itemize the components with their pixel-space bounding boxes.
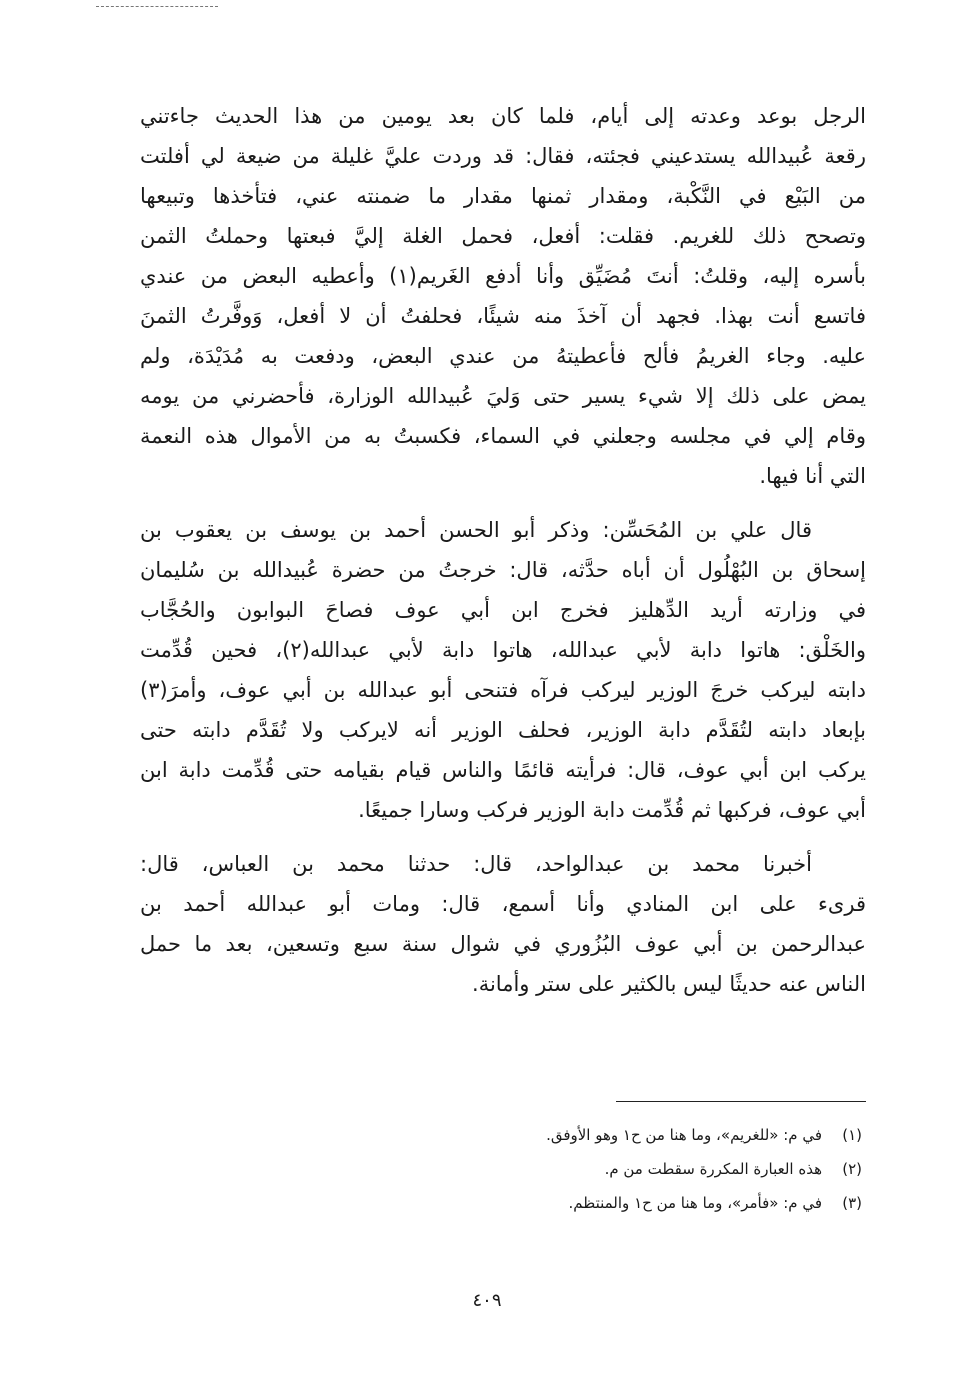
footnote-number: (٢) <box>842 1160 862 1178</box>
text-line: عليه. وجاء الغريمُ فألح فأعطيتهُ من عندي البعض، ودفعت به مُدَيْدَة، ولم <box>140 344 866 368</box>
text-line: في وزارته أريد الدِّهليز فخرج ابن أبي عوف فصاحَ البوابون والحُجَّاب <box>140 598 866 622</box>
footnote-separator <box>616 1101 866 1102</box>
text-line: قال علي بن المُحَسِّن: وذكر أبو الحسن أحمد بن يوسف بن يعقوب بن <box>140 518 812 542</box>
text-line: فاتسع أنت بهذا. فجهد أن آخذَ منه شيئًا، فحلفتُ أن لا أفعل، وَوفَّرتُ الثمنَ <box>140 304 866 328</box>
paragraph-2 <box>140 510 866 830</box>
footnote-text: هذه العبارة المكررة سقطت من م. <box>604 1160 822 1178</box>
footnote-2 <box>422 1152 862 1186</box>
footnote-number: (١) <box>842 1126 862 1144</box>
paragraph-3 <box>140 844 866 1004</box>
text-line: دابته ليركب خرجَ الوزير ليركب فرآه فتنحى أبو عبدالله بن أبي عوف، وأمرَ(٣) <box>140 678 866 702</box>
text-line: رقعة عُبيدالله يستدعيني فجئته، فقال: قد وردت عليَّ غليلة من ضيعة لي أفلتت <box>140 144 866 168</box>
footnote-text: في م: «فأمر»، وما هنا من ح١ والمنتظم. <box>568 1194 822 1212</box>
page-number: ٤٠٩ <box>472 1290 502 1311</box>
text-line: يمض على ذلك إلا شيء يسير حتى وَليَ عُبيدالله الوزارة، فأحضرني من يومه <box>140 384 866 408</box>
top-edge-rule <box>96 6 218 7</box>
text-line: قرىء على ابن المنادي وأنا أسمع، قال: ومات أبو عبدالله أحمد بن <box>140 892 866 916</box>
text-line: أبي عوف، فركبها ثم قُدِّمت دابة الوزير فركب وسارا جميعًا. <box>358 798 866 822</box>
text-line: وتصحح ذلك للغريم. فقلت: أفعل، فحمل الغلة إليَّ فبعتها وحملتُ الثمن <box>140 224 866 248</box>
footnote-1 <box>422 1118 862 1152</box>
text-line: أخبرنا محمد بن عبدالواحد، قال: حدثنا محمد بن العباس، قال: <box>140 852 812 876</box>
footnote-number: (٣) <box>842 1194 862 1212</box>
text-line: بإبعاد دابته لتُقَدَّم دابة الوزير، فحلف الوزير أنه لايركب ولا تُقَدَّم دابته حتى <box>140 718 866 742</box>
paragraph-1 <box>140 96 866 496</box>
text-line: الرجل بوعد وعدته إلى أيام، فلما كان بعد يومين من هذا الحديث جاءتني <box>140 104 866 128</box>
footnotes <box>422 1118 862 1220</box>
text-line: والخَلْق: هاتوا دابة لأبي عبدالله، هاتوا دابة لأبي عبدالله(٢)، فحين قُدِّمت <box>140 638 866 662</box>
footnote-3 <box>422 1186 862 1220</box>
text-line: الناس عنه حديثًا ليس بالكثير على ستر وأمانة. <box>472 972 866 996</box>
text-line: يركب ابن أبي عوف، قال: فرأيته قائمًا والناس قيام بقيامه حتى قُدِّمت دابة ابن <box>140 758 866 782</box>
text-line: عبدالرحمن بن أبي عوف البُزُوري في شوال سنة سبع وتسعين، بعد ما حمل <box>140 932 866 956</box>
text-line: وقام إلي في مجلسه وجعلني في السماء، فكسبتُ به من الأموال هذه النعمة <box>140 424 866 448</box>
footnote-text: في م: «للغريم»، وما هنا من ح١ وهو الأوفق. <box>546 1126 822 1144</box>
page-body <box>140 96 866 1004</box>
text-line: بأسره إليه، وقلتُ: أنتَ مُضَيِّق وأنا أدفع الغَريم(١) وأعطيه البعض من عندي <box>140 264 866 288</box>
text-line: إسحاق بن البُهْلُول أن أباه حدَّثه، قال: خرجتُ من حضرة عُبيدالله بن سُليمان <box>140 558 866 582</box>
text-line: التي أنا فيها. <box>759 464 866 488</box>
text-line: من البَيْع في النَّكْبة، ومقدار ثمنها مقدار ما ضمنته عني، فتأخذها وتبيعها <box>140 184 866 208</box>
